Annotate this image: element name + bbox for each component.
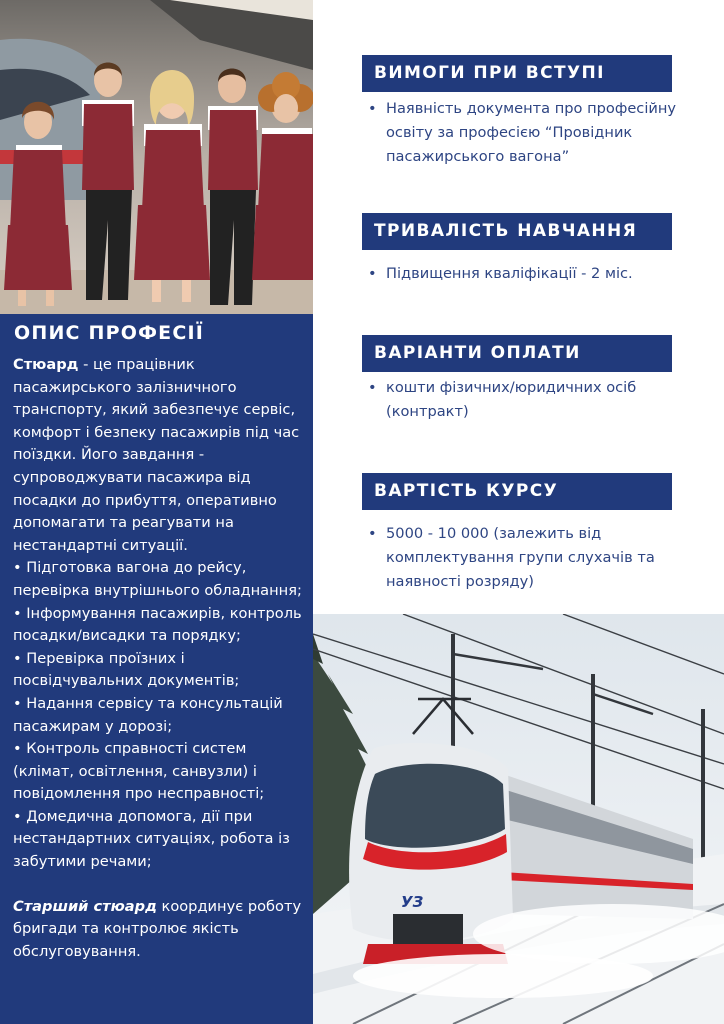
profession-description-body	[13, 354, 309, 963]
duration-list	[368, 262, 688, 286]
duration-item: • Підвищення кваліфікації - 2 міс.	[368, 262, 688, 286]
train-illustration	[313, 614, 724, 1024]
duty-item: • Інформування пасажирів, контроль посадки/висадки та порядку;	[13, 604, 302, 645]
profession-description-panel	[0, 314, 313, 1024]
payment-heading: ВАРІАНТИ ОПЛАТИ	[362, 335, 672, 372]
senior-steward-text: координує роботу бригади та контролює якість обслуговування.	[13, 897, 302, 960]
cost-heading: ВАРТІСТЬ КУРСУ	[362, 473, 672, 510]
senior-steward-term: Старший стюард	[13, 897, 157, 915]
requirements-item: • Наявність документа про професійну освіту за професією “Провідник пасажирського вагона”	[368, 97, 688, 169]
payment-list	[368, 376, 688, 424]
train-photo	[313, 614, 724, 1024]
steward-term: Стюард	[13, 356, 79, 373]
duty-item: • Перевірка проїзних і посвідчувальних документів;	[13, 649, 240, 690]
profession-description-title: ОПИС ПРОФЕСІЇ	[14, 322, 204, 344]
duty-item: • Домедична допомога, дії при нестандартних ситуаціях, робота із забутими речами;	[13, 807, 290, 871]
staff-illustration	[0, 0, 313, 314]
cost-list	[368, 522, 688, 594]
requirements-heading: ВИМОГИ ПРИ ВСТУПІ	[362, 55, 672, 92]
payment-item: • кошти фізичних/юридичних осіб (контракт)	[368, 376, 688, 424]
cost-item: • 5000 - 10 000 (залежить від комплектування групи слухачів та наявності розряду)	[368, 522, 688, 594]
train-logo: УЗ	[401, 893, 424, 911]
staff-photo	[0, 0, 313, 314]
steward-intro-text: - це працівник пасажирського залізничного транспорту, який забезпечує сервіс, комфорт і безпеку пасажирів під час поїздки. Його завдання - супроводжувати пасажира від посадки до прибуття, оперативно допомагати та реагувати на нестандартні ситуації.	[13, 356, 300, 554]
duty-item: • Надання сервісу та консультацій пасажирам у дорозі;	[13, 694, 283, 735]
left-column	[0, 0, 313, 1024]
requirements-list	[368, 97, 688, 169]
duration-heading: ТРИВАЛІСТЬ НАВЧАННЯ	[362, 213, 672, 250]
steward-intro	[13, 354, 309, 557]
duty-item: • Підготовка вагона до рейсу, перевірка внутрішнього обладнання;	[13, 559, 302, 599]
spacer	[13, 874, 309, 896]
duty-item: • Контроль справності систем (клімат, освітлення, санвузли) і повідомлення про несправності;	[13, 740, 265, 803]
senior-steward-paragraph	[13, 896, 309, 964]
staff-person	[252, 72, 313, 280]
